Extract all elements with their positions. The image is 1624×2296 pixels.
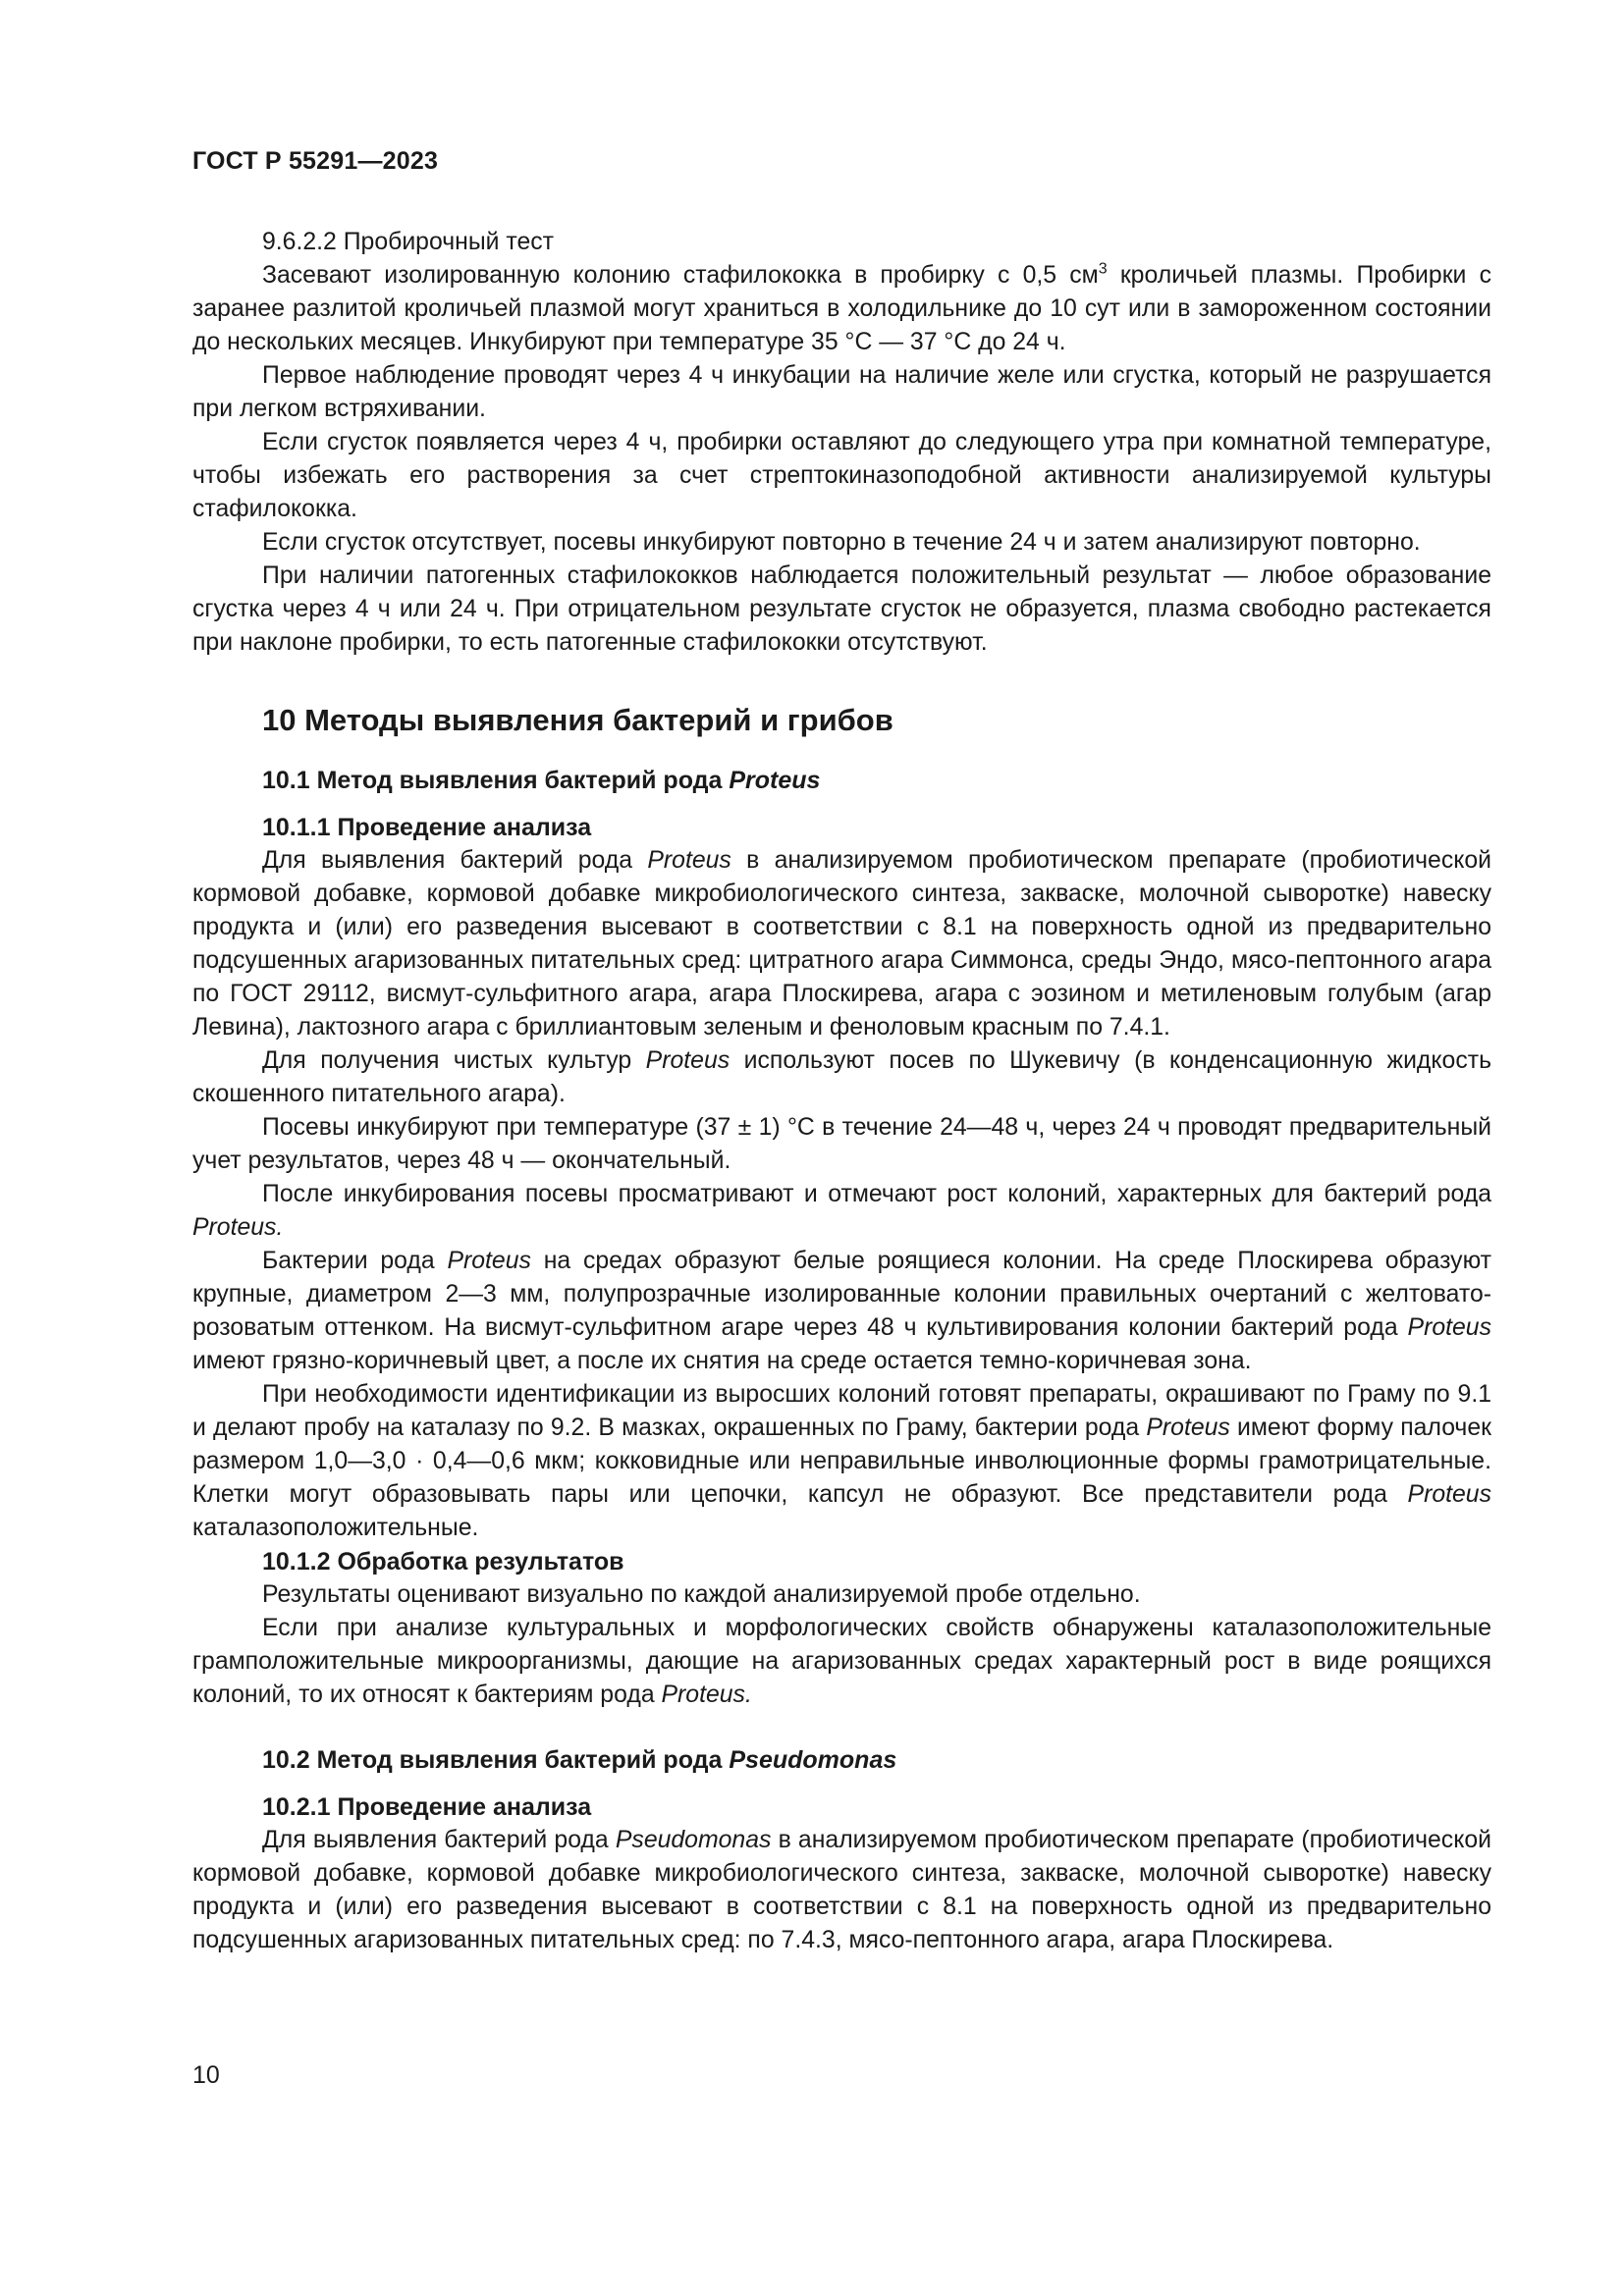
paragraph [192,1245,1491,1378]
section-10-title: 10 Методы выявления бактерий и грибов [262,703,893,737]
text-run: Засевают изолированную колонию стафилококка в пробирку с 0,5 см [262,262,1099,289]
section-10-1-title [192,764,1491,797]
document-header: ГОСТ Р 55291—2023 [192,147,439,175]
italic-run: Pseudomonas [729,1746,897,1774]
italic-run: Proteus [1146,1415,1230,1441]
section-10-2-title [192,1743,1491,1777]
italic-run: Proteus [729,767,821,794]
paragraph: Результаты оценивают визуально по каждой анализируемой пробе отдельно. [262,1581,1141,1608]
italic-run: Proteus. [661,1682,752,1708]
paragraph [192,1044,1491,1111]
paragraph [192,259,1491,359]
page-number: 10 [192,2061,220,2089]
italic-run: Proteus [647,847,731,874]
text-run: в анализируемом пробиотическом препарате (пробиотической кормовой добавке, кормовой добавке микробиологического синтеза, закваске, молочной сыворотке) навеску продукта и (или) его разведения высевают в соответствии с 8.1 на поверхность одной из предварительно подсушенных агаризованных питательных сред: по 7.4.3, мясо-пептонного агара, агара Плоскирева. [192,1827,1491,1953]
section-10-1-1-title: 10.1.1 Проведение анализа [262,814,592,841]
paragraph [192,1378,1491,1545]
clause-9-6-2-2-heading: 9.6.2.2 Пробирочный тест [262,229,555,255]
paragraph [192,1824,1491,1957]
italic-run: Proteus [1407,1481,1491,1508]
paragraph: Если сгусток появляется через 4 ч, пробирки оставляют до следующего утра при комнатной температуре, чтобы избежать его растворения за счет стрептокиназоподобной активности анализируемой культуры стафилококка. [192,429,1491,522]
text-run: каталазоположительные. [192,1515,479,1541]
text-run: Для получения чистых культур [262,1047,646,1074]
text-run: При необходимости идентификации из выросших колоний готовят препараты, окрашивают по Граму по 9.1 и делают пробу на каталазу по 9.2. В мазках, окрашенных по Граму, бактерии рода [192,1381,1491,1441]
text-run: Для выявления бактерий рода [262,1827,616,1853]
italic-run: Proteus. [192,1214,284,1241]
paragraph [192,1612,1491,1712]
text-run: на средах образуют белые роящиеся колонии. На среде Плоскирева образуют крупные, диаметром 2—3 мм, полупрозрачные изолированные колонии правильных очертаний с желтовато-розоватым оттенком. На висмут-сульфитном агаре через 48 ч культивирования колонии бактерий рода [192,1248,1491,1341]
italic-run: Proteus [1407,1314,1491,1341]
section-10-2-1-title: 10.2.1 Проведение анализа [262,1793,592,1821]
text-run: имеют форму палочек размером 1,0—3,0 · 0,4—0,6 мкм; кокковидные или неправильные инволюционные формы грамотрицательные. Клетки могут образовывать пары или цепочки, капсул не образуют. Все представители рода [192,1415,1491,1508]
text-run: в анализируемом пробиотическом препарате (пробиотической кормовой добавке, кормовой добавке микробиологического синтеза, закваске, молочной сыворотке) навеску продукта и (или) его разведения высевают в соответствии с 8.1 на поверхность одной из предварительно подсушенных агаризованных питательных сред: цитратного агара Симмонса, среды Эндо, мясо-пептонного агара по ГОСТ 29112, висмут-сульфитного агара, агара Плоскирева, агара с эозином и метиленовым голубым (агар Левина), лактозного агара с бриллиантовым зеленым и феноловым красным по 7.4.1. [192,847,1491,1041]
section-10-1-2-title: 10.1.2 Обработка результатов [262,1548,624,1575]
italic-run: Pseudomonas [615,1827,772,1853]
italic-run: Proteus [645,1047,731,1074]
paragraph: Первое наблюдение проводят через 4 ч инкубации на наличие желе или сгустка, который не разрушается при легком встряхивании. [192,362,1491,422]
italic-run: Proteus [447,1248,531,1274]
text-run: После инкубирования посевы просматривают и отмечают рост колоний, характерных для бактерий рода [262,1181,1491,1207]
text-run: Бактерии рода [262,1248,448,1274]
text-run: Для выявления бактерий рода [262,847,648,874]
paragraph: Если сгусток отсутствует, посевы инкубируют повторно в течение 24 ч и затем анализируют повторно. [262,529,1421,556]
paragraph [192,1178,1491,1245]
text-run: кроличьей плазмы. Пробирки с заранее разлитой кроличьей плазмой могут храниться в холодильнике до 10 сут или в замороженном состоянии до нескольких месяцев. Инкубируют при температуре 35 °С — 37 °С до 24 ч. [192,262,1491,355]
superscript: 3 [1098,260,1108,278]
document-body [192,226,1491,1957]
text-run: имеют грязно-коричневый цвет, а после их снятия на среде остается темно-коричневая зона. [192,1348,1252,1374]
text-run: используют посев по Шукевичу (в конденсационную жидкость скошенного питательного агара). [192,1047,1491,1107]
paragraph: Посевы инкубируют при температуре (37 ± 1) °С в течение 24—48 ч, через 24 ч проводят предварительный учет результатов, через 48 ч — окончательный. [192,1114,1491,1174]
text-run: 10.2 Метод выявления бактерий рода [262,1746,730,1774]
paragraph [192,844,1491,1044]
text-run: Если при анализе культуральных и морфологических свойств обнаружены каталазоположительные грамположительные микроорганизмы, дающие на агаризованных средах характерный рост в виде роящихся колоний, то их относят к бактериям рода [192,1615,1491,1708]
paragraph: При наличии патогенных стафилококков наблюдается положительный результат — любое образование сгустка через 4 ч или 24 ч. При отрицательном результате сгусток не образуется, плазма свободно растекается при наклоне пробирки, то есть патогенные стафилококки отсутствуют. [192,562,1491,656]
text-run: 10.1 Метод выявления бактерий рода [262,767,730,794]
